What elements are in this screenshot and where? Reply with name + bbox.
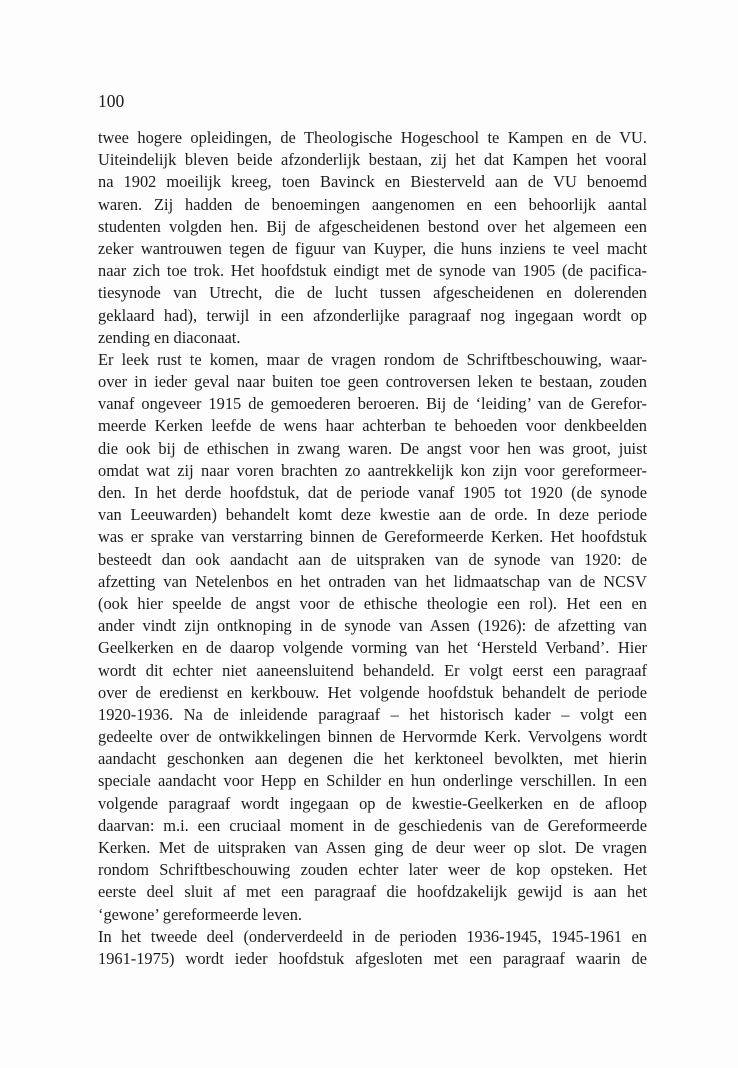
text-line: ‘gewone’ gereformeerde leven.: [98, 904, 303, 924]
text-line: 1920-1936. Na de inleidende paragraaf – het historisch kader – volgt een: [98, 704, 647, 724]
text-line: (ook hier speelde de angst voor de ethische theologie een rol). Het een en: [98, 593, 647, 613]
text-line: over in ieder geval naar buiten toe geen controversen leken te bestaan, zouden: [98, 372, 647, 392]
text-line: waren. Zij hadden de benoemingen aangenomen en een behoorlijk aantal: [98, 194, 647, 214]
text-line: daarvan: m.i. een cruciaal moment in de geschiedenis van de Gereformeerde: [98, 815, 647, 835]
text-line: twee hogere opleidingen, de Theologische Hogeschool te Kampen en de VU.: [98, 128, 647, 147]
text-line: Kerken. Met de uitspraken van Assen ging de deur weer op slot. De vragen: [98, 838, 647, 857]
text-line: van Leeuwarden) behandelt komt deze kwestie aan de orde. In deze periode: [98, 505, 647, 525]
text-line: volgende paragraaf wordt ingegaan op de kwestie-Geelkerken en de afloop: [98, 793, 647, 813]
paragraph: [98, 926, 647, 970]
text-line: vanaf ongeveer 1915 de gemoederen beroeren. Bij de ‘leiding’ van de Gerefor-: [98, 394, 647, 414]
text-line: 1961-1975) wordt ieder hoofdstuk afgesloten met een paragraaf waarin de: [98, 948, 647, 968]
text-line: den. In het derde hoofdstuk, dat de periode vanaf 1905 tot 1920 (de synode: [98, 483, 647, 502]
text-line: rondom Schriftbeschouwing zouden echter later weer de kop opsteken. Het: [98, 860, 647, 880]
paragraph: [98, 127, 647, 349]
text-line: gedeelte over de ontwikkelingen binnen de Hervormde Kerk. Vervolgens wordt: [98, 727, 647, 747]
text-line: ander vindt zijn ontknoping in de synode van Assen (1926): de afzetting van: [98, 616, 647, 636]
text-line: besteedt dan ook aandacht aan de uitspraken van de synode van 1920: de: [98, 549, 647, 569]
text-line: wordt dit echter niet aaneensluitend behandeld. Er volgt eerst een paragraaf: [98, 660, 647, 680]
text-line: die ook bij de ethischen in zwang waren. De angst voor hen was groot, juist: [98, 438, 647, 458]
text-line: studenten volgden hen. Bij de afgescheidenen bestond over het algemeen een: [98, 216, 647, 236]
text-line: Uiteindelijk bleven beide afzonderlijk bestaan, zij het dat Kampen het vooral: [98, 150, 647, 170]
text-line: aandacht geschonken aan degenen die het kerktoneel bevolkten, met hierin: [98, 749, 647, 769]
text-line: over de eredienst en kerkbouw. Het volgende hoofdstuk behandelt de periode: [98, 682, 647, 702]
text-line: na 1902 moeilijk kreeg, toen Bavinck en Biesterveld aan de VU benoemd: [98, 172, 647, 192]
text-line: naar zich toe trok. Het hoofdstuk eindigt met de synode van 1905 (de pacifica-: [98, 261, 647, 281]
text-line: speciale aandacht voor Hepp en Schilder en hun onderlinge verschillen. In een: [98, 771, 647, 791]
text-line: meerde Kerken leefde de wens haar achterban te behoeden voor denkbeelden: [98, 416, 647, 436]
text-line: was er sprake van verstarring binnen de Gereformeerde Kerken. Het hoofdstuk: [98, 527, 647, 547]
text-line: Geelkerken en de daarop volgende vorming van het ‘Hersteld Verband’. Hier: [98, 638, 647, 658]
text-line: Er leek rust te komen, maar de vragen rondom de Schriftbeschouwing, waar-: [98, 349, 647, 369]
paragraph: [98, 349, 647, 926]
text-line: zending en diaconaat.: [98, 327, 241, 347]
text-line: omdat wat zij naar voren brachten zo aantrekkelijk kon zijn voor gereformeer-: [98, 460, 647, 480]
text-line: geklaard had), terwijl in een afzonderlijke paragraaf nog ingegaan wordt op: [98, 305, 647, 325]
text-line: tiesynode van Utrecht, die de lucht tussen afgescheidenen en dolerenden: [98, 283, 647, 303]
page-number: 100: [98, 91, 125, 111]
text-line: eerste deel sluit af met een paragraaf die hoofdzakelijk gewijd is aan het: [98, 882, 647, 902]
text-line: zeker wantrouwen tegen de figuur van Kuyper, die huns inziens te veel macht: [98, 238, 647, 258]
text-line: In het tweede deel (onderverdeeld in de perioden 1936-1945, 1945-1961 en: [98, 926, 647, 946]
body-text: [98, 127, 647, 970]
text-line: afzetting van Netelenbos en het ontraden van het lidmaatschap van de NCSV: [98, 571, 647, 591]
